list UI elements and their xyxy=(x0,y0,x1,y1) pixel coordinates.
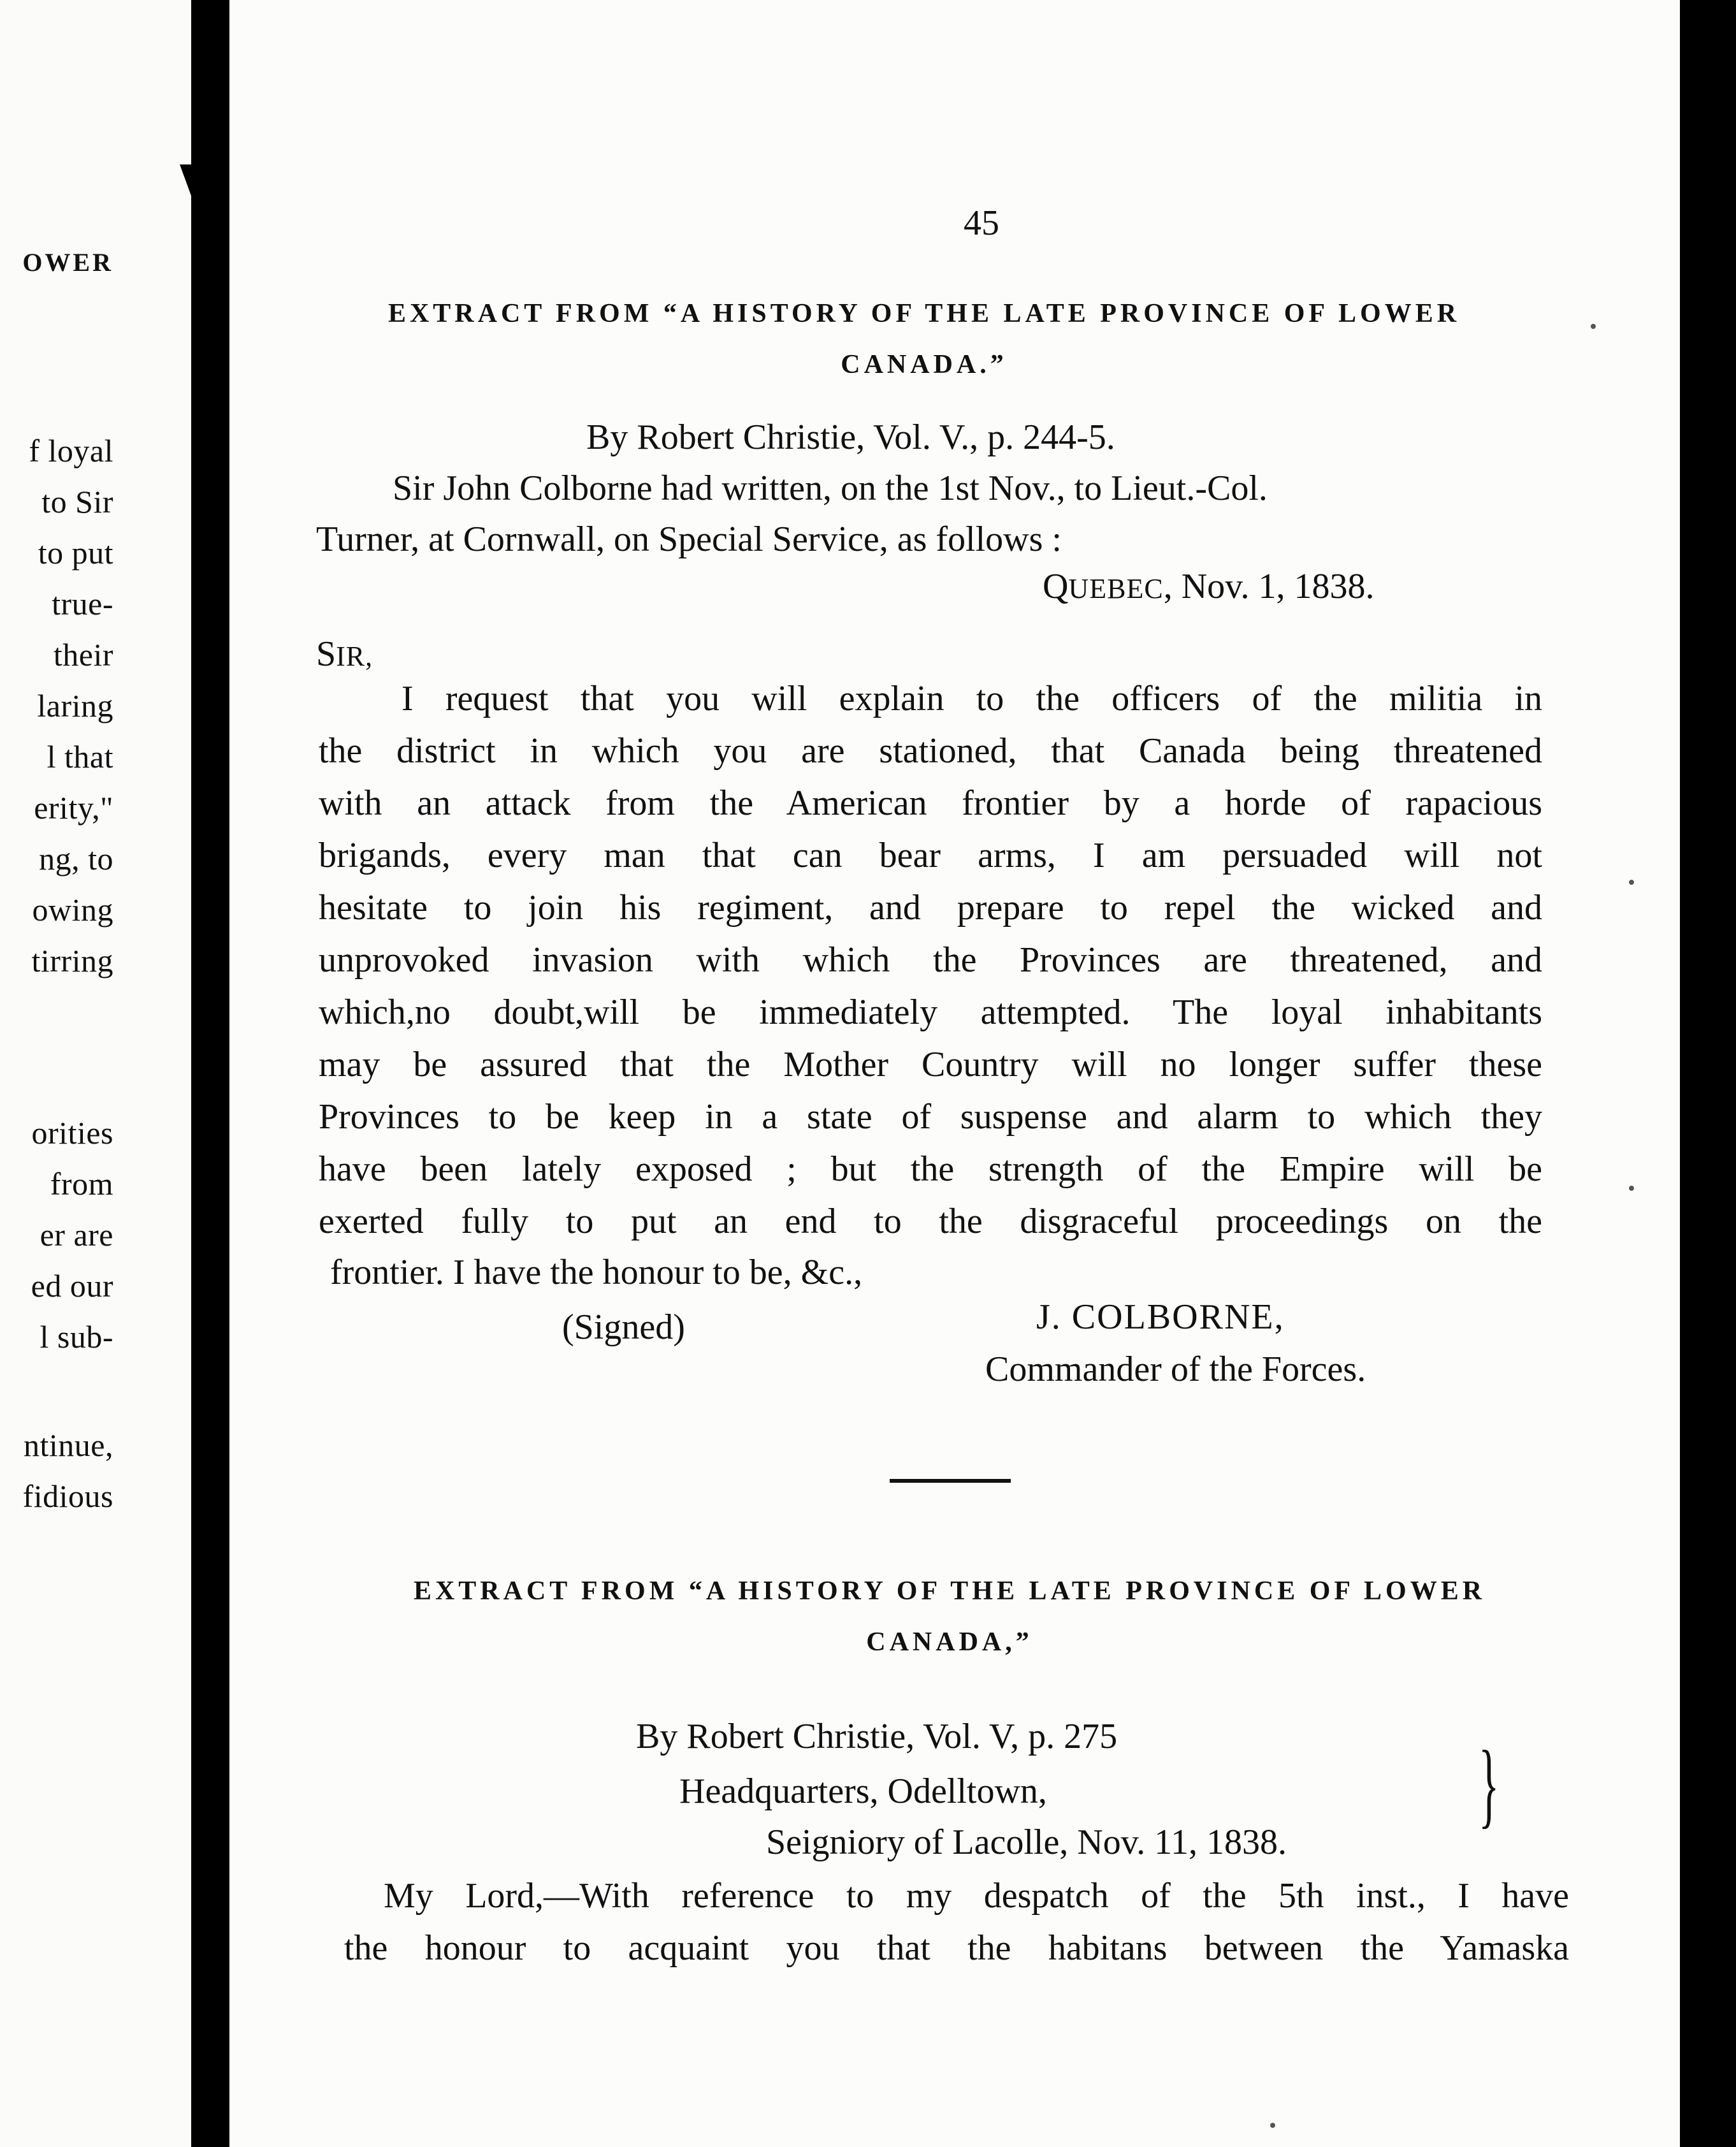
letter-body-line: I request that you will explain to the officers of the militia in xyxy=(401,679,1542,718)
page-number: 45 xyxy=(964,203,999,243)
letter-body-line: exerted fully to put an end to the disgraceful proceedings on the xyxy=(319,1202,1542,1241)
signer-name: J. COLBORNE, xyxy=(1036,1297,1285,1337)
letter-body-line: the honour to acquaint you that the habitans between the Yamaska xyxy=(344,1928,1569,1968)
letter-body-line: unprovoked invasion with which the Provinces are threatened, and xyxy=(319,940,1542,980)
paper-speck xyxy=(1629,1186,1634,1191)
dateline xyxy=(1043,569,1375,604)
dateline-date: , Nov. 1, 1838. xyxy=(1163,567,1375,606)
address-brace: } xyxy=(1479,1731,1500,1837)
salutation xyxy=(316,636,373,672)
left-page-line: their xyxy=(53,637,113,673)
left-page-line: from xyxy=(50,1166,113,1202)
paper-speck xyxy=(1591,324,1596,329)
address-line: Seigniory of Lacolle, Nov. 11, 1838. xyxy=(766,1823,1287,1862)
signed-label: (Signed) xyxy=(562,1307,685,1347)
page-edge-shadow xyxy=(1680,0,1736,2147)
left-page-line: l that xyxy=(47,739,113,775)
salutation-smallcaps: IR, xyxy=(336,641,373,672)
letter-body-line: hesitate to join his regiment, and prepare to repel the wicked and xyxy=(319,888,1542,928)
extract-heading-line: CANADA,” xyxy=(866,1627,1033,1657)
section-divider xyxy=(890,1479,1011,1483)
left-page-line: ng, to xyxy=(39,841,113,877)
letter-closing-line: frontier. I have the honour to be, &c., xyxy=(330,1253,863,1292)
left-page-line: to put xyxy=(38,535,113,571)
extract-heading-line: EXTRACT FROM “A HISTORY OF THE LATE PROVINCE OF LOWER xyxy=(387,299,1461,328)
extract-heading-line: CANADA.” xyxy=(841,350,1008,379)
left-page-line: ed our xyxy=(31,1268,113,1304)
left-page-line: true- xyxy=(52,586,113,622)
left-page-line: fidious xyxy=(22,1478,113,1514)
salutation-cap: S xyxy=(316,634,336,674)
binding-notch xyxy=(180,164,191,203)
left-page-line: owing xyxy=(32,892,113,928)
dateline-cap: Q xyxy=(1043,567,1069,606)
intro-line: Sir John Colborne had written, on the 1st Nov., to Lieut.-Col. xyxy=(393,469,1268,508)
book-gutter xyxy=(191,0,229,2147)
left-page-line: laring xyxy=(37,688,113,724)
paper-speck xyxy=(1629,880,1634,885)
letter-body-line: have been lately exposed ; but the strength of the Empire will be xyxy=(319,1149,1542,1189)
letter-body-line: which,no doubt,will be immediately attempted. The loyal inhabitants xyxy=(319,993,1542,1032)
letter-body-line: may be assured that the Mother Country will no longer suffer these xyxy=(319,1045,1542,1084)
paper-speck xyxy=(1270,2123,1275,2128)
left-page-line: ntinue, xyxy=(24,1427,113,1463)
intro-line: Turner, at Cornwall, on Special Service, as follows : xyxy=(316,520,1062,559)
left-page-line: er are xyxy=(40,1217,113,1253)
extract-heading xyxy=(312,288,1536,390)
letter-body-line: brigands, every man that can bear arms, I am persuaded will not xyxy=(319,836,1542,875)
address-line: Headquarters, Odelltown, xyxy=(679,1772,1047,1811)
signer-title: Commander of the Forces. xyxy=(985,1350,1366,1389)
byline: By Robert Christie, Vol. V., p. 244-5. xyxy=(586,418,1115,457)
left-page-line: OWER xyxy=(22,248,113,277)
left-page-line: l sub- xyxy=(40,1319,113,1355)
left-page-fragment xyxy=(0,0,191,2147)
left-page-line: tirring xyxy=(31,943,113,979)
left-page-line: f loyal xyxy=(29,433,113,469)
right-page xyxy=(229,0,1680,2147)
left-page-line: orities xyxy=(31,1115,113,1151)
letter-body-line: with an attack from the American frontier by a horde of rapacious xyxy=(319,783,1542,823)
letter-body-line: Provinces to be keep in a state of suspense and alarm to which they xyxy=(319,1097,1542,1137)
extract-heading-line: EXTRACT FROM “A HISTORY OF THE LATE PROVINCE OF LOWER xyxy=(413,1576,1486,1606)
extract-heading xyxy=(338,1566,1561,1668)
left-page-line: erity," xyxy=(34,790,113,826)
letter-body-line: the district in which you are stationed, that Canada being threatened xyxy=(319,731,1542,771)
byline: By Robert Christie, Vol. V, p. 275 xyxy=(636,1717,1118,1756)
dateline-smallcaps: UEBEC xyxy=(1068,573,1164,604)
letter-body-line: My Lord,—With reference to my despatch of the 5th inst., I have xyxy=(384,1876,1569,1916)
left-page-line: to Sir xyxy=(41,484,113,520)
